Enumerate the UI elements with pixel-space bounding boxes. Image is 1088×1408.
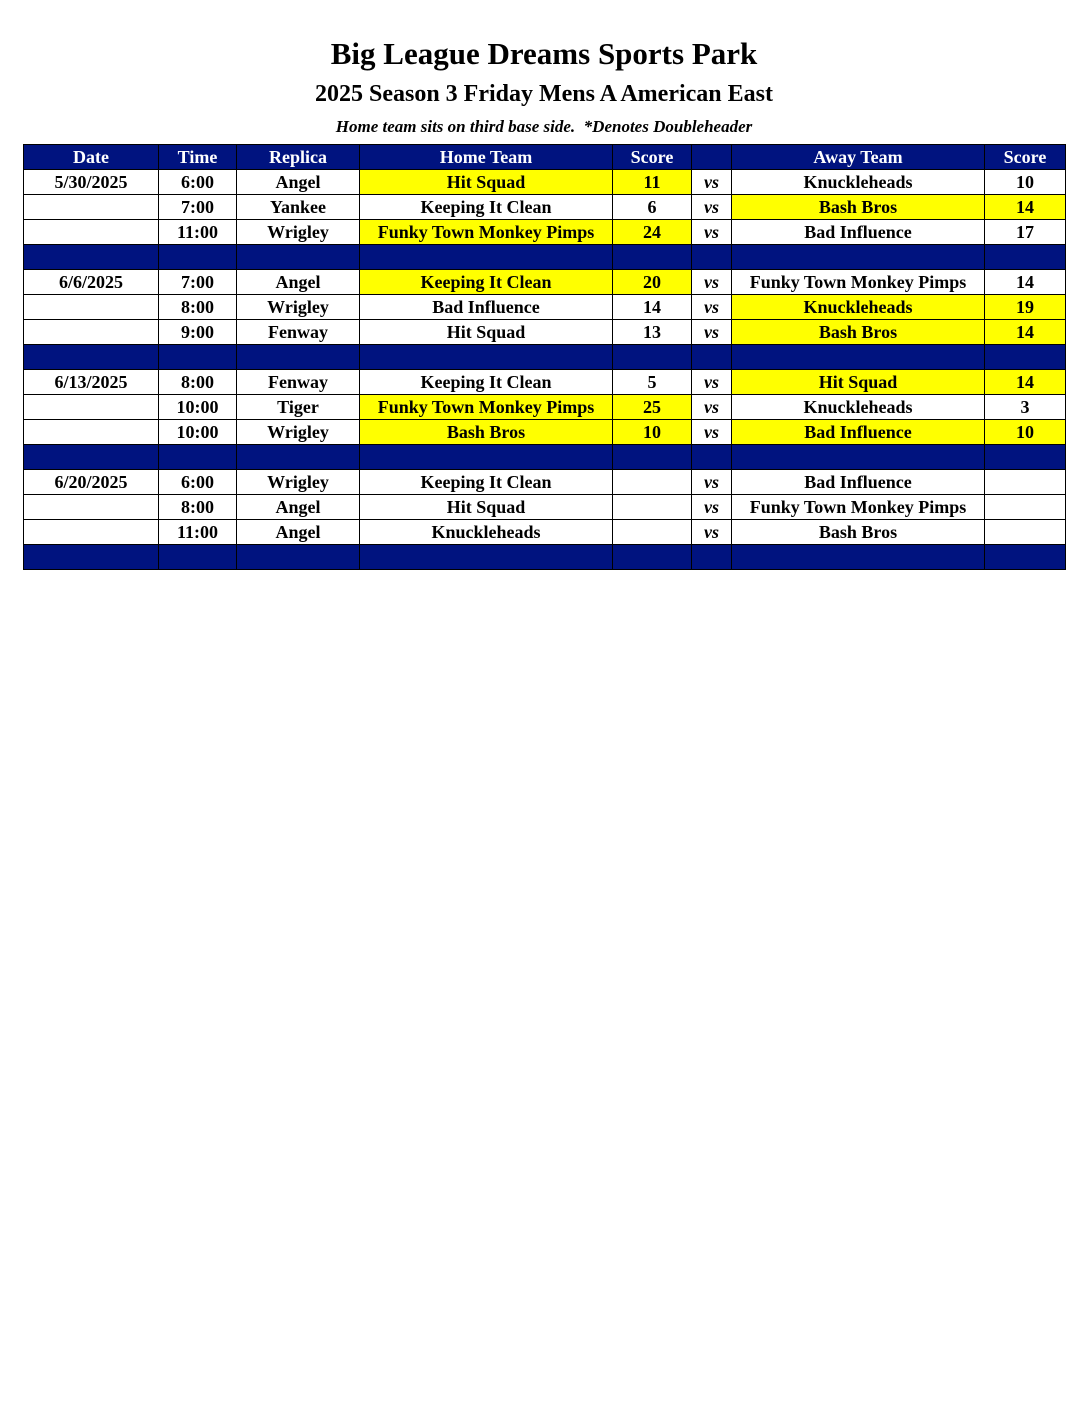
cell-vs: vs bbox=[692, 170, 732, 195]
cell-away-team: Bad Influence bbox=[732, 470, 985, 495]
cell-time: 8:00 bbox=[159, 295, 237, 320]
cell-date: 6/13/2025 bbox=[24, 370, 159, 395]
table-row bbox=[24, 220, 1066, 245]
page-subtitle: 2025 Season 3 Friday Mens A American East bbox=[314, 81, 773, 107]
cell-away-team: Funky Town Monkey Pimps bbox=[732, 270, 985, 295]
cell-time: 10:00 bbox=[159, 395, 237, 420]
cell-away-score: 14 bbox=[985, 370, 1066, 395]
separator-cell bbox=[159, 245, 237, 270]
separator-cell bbox=[360, 245, 613, 270]
header-vs bbox=[692, 145, 732, 170]
cell-time: 8:00 bbox=[159, 495, 237, 520]
separator-cell bbox=[237, 445, 360, 470]
cell-vs: vs bbox=[692, 295, 732, 320]
cell-home-team: Keeping It Clean bbox=[360, 270, 613, 295]
cell-home-team: Knuckleheads bbox=[360, 520, 613, 545]
cell-vs: vs bbox=[692, 495, 732, 520]
separator-cell bbox=[360, 445, 613, 470]
cell-away-team: Funky Town Monkey Pimps bbox=[732, 495, 985, 520]
cell-away-score: 17 bbox=[985, 220, 1066, 245]
cell-home-score: 5 bbox=[613, 370, 692, 395]
separator-cell bbox=[159, 545, 237, 570]
week-separator-row bbox=[24, 545, 1066, 570]
cell-replica: Angel bbox=[237, 270, 360, 295]
cell-home-score: 14 bbox=[613, 295, 692, 320]
cell-date: 6/20/2025 bbox=[24, 470, 159, 495]
separator-cell bbox=[985, 445, 1066, 470]
cell-away-team: Bash Bros bbox=[732, 195, 985, 220]
cell-replica: Angel bbox=[237, 170, 360, 195]
table-row bbox=[24, 370, 1066, 395]
table-row bbox=[24, 270, 1066, 295]
cell-away-team: Hit Squad bbox=[732, 370, 985, 395]
table-row bbox=[24, 170, 1066, 195]
cell-time: 8:00 bbox=[159, 370, 237, 395]
separator-cell bbox=[360, 345, 613, 370]
cell-date bbox=[24, 320, 159, 345]
separator-cell bbox=[613, 345, 692, 370]
cell-home-score bbox=[613, 470, 692, 495]
separator-cell bbox=[237, 245, 360, 270]
cell-time: 7:00 bbox=[159, 270, 237, 295]
separator-cell bbox=[360, 545, 613, 570]
cell-date bbox=[24, 420, 159, 445]
separator-cell bbox=[692, 545, 732, 570]
table-row bbox=[24, 395, 1066, 420]
header-date: Date bbox=[24, 145, 159, 170]
week-separator-row bbox=[24, 445, 1066, 470]
cell-home-team: Keeping It Clean bbox=[360, 370, 613, 395]
header-time: Time bbox=[159, 145, 237, 170]
cell-away-score: 14 bbox=[985, 270, 1066, 295]
cell-away-team: Knuckleheads bbox=[732, 295, 985, 320]
cell-home-team: Hit Squad bbox=[360, 170, 613, 195]
cell-home-score: 10 bbox=[613, 420, 692, 445]
cell-replica: Wrigley bbox=[237, 295, 360, 320]
cell-replica: Tiger bbox=[237, 395, 360, 420]
cell-away-team: Bad Influence bbox=[732, 420, 985, 445]
header-home-score: Score bbox=[613, 145, 692, 170]
separator-cell bbox=[24, 345, 159, 370]
separator-cell bbox=[613, 445, 692, 470]
page-note: Home team sits on third base side. *Denotes Doubleheader bbox=[335, 117, 753, 136]
cell-home-team: Bash Bros bbox=[360, 420, 613, 445]
separator-cell bbox=[985, 245, 1066, 270]
cell-replica: Yankee bbox=[237, 195, 360, 220]
separator-cell bbox=[985, 345, 1066, 370]
cell-home-team: Bad Influence bbox=[360, 295, 613, 320]
week-separator-row bbox=[24, 245, 1066, 270]
separator-cell bbox=[732, 245, 985, 270]
cell-time: 6:00 bbox=[159, 170, 237, 195]
cell-time: 11:00 bbox=[159, 520, 237, 545]
separator-cell bbox=[613, 245, 692, 270]
cell-replica: Angel bbox=[237, 495, 360, 520]
cell-date bbox=[24, 395, 159, 420]
cell-replica: Fenway bbox=[237, 370, 360, 395]
separator-cell bbox=[237, 545, 360, 570]
cell-home-team: Hit Squad bbox=[360, 495, 613, 520]
header-away-score: Score bbox=[985, 145, 1066, 170]
cell-date: 5/30/2025 bbox=[24, 170, 159, 195]
cell-home-score bbox=[613, 495, 692, 520]
cell-away-team: Bash Bros bbox=[732, 320, 985, 345]
cell-time: 6:00 bbox=[159, 470, 237, 495]
cell-time: 10:00 bbox=[159, 420, 237, 445]
separator-cell bbox=[692, 245, 732, 270]
cell-home-score: 11 bbox=[613, 170, 692, 195]
cell-away-team: Bad Influence bbox=[732, 220, 985, 245]
separator-cell bbox=[24, 245, 159, 270]
cell-home-team: Funky Town Monkey Pimps bbox=[360, 395, 613, 420]
cell-vs: vs bbox=[692, 520, 732, 545]
separator-cell bbox=[237, 345, 360, 370]
cell-vs: vs bbox=[692, 395, 732, 420]
separator-cell bbox=[732, 545, 985, 570]
schedule-body bbox=[24, 170, 1066, 570]
header-home-team: Home Team bbox=[360, 145, 613, 170]
cell-vs: vs bbox=[692, 370, 732, 395]
cell-away-team: Knuckleheads bbox=[732, 395, 985, 420]
cell-away-score: 19 bbox=[985, 295, 1066, 320]
cell-away-score bbox=[985, 470, 1066, 495]
cell-time: 9:00 bbox=[159, 320, 237, 345]
separator-cell bbox=[732, 345, 985, 370]
cell-away-team: Knuckleheads bbox=[732, 170, 985, 195]
cell-vs: vs bbox=[692, 420, 732, 445]
cell-time: 11:00 bbox=[159, 220, 237, 245]
cell-home-team: Funky Town Monkey Pimps bbox=[360, 220, 613, 245]
table-row bbox=[24, 195, 1066, 220]
cell-home-score: 25 bbox=[613, 395, 692, 420]
cell-away-score: 14 bbox=[985, 195, 1066, 220]
header-row bbox=[24, 145, 1066, 170]
cell-home-team: Hit Squad bbox=[360, 320, 613, 345]
cell-replica: Angel bbox=[237, 520, 360, 545]
separator-cell bbox=[692, 445, 732, 470]
page-title: Big League Dreams Sports Park bbox=[330, 36, 758, 71]
separator-cell bbox=[24, 545, 159, 570]
schedule-table bbox=[23, 144, 1066, 570]
cell-replica: Wrigley bbox=[237, 420, 360, 445]
cell-date bbox=[24, 495, 159, 520]
cell-time: 7:00 bbox=[159, 195, 237, 220]
table-row bbox=[24, 495, 1066, 520]
cell-home-team: Keeping It Clean bbox=[360, 470, 613, 495]
cell-replica: Fenway bbox=[237, 320, 360, 345]
cell-replica: Wrigley bbox=[237, 470, 360, 495]
table-row bbox=[24, 320, 1066, 345]
separator-cell bbox=[732, 445, 985, 470]
week-separator-row bbox=[24, 345, 1066, 370]
cell-home-score: 13 bbox=[613, 320, 692, 345]
header-away-team: Away Team bbox=[732, 145, 985, 170]
cell-date: 6/6/2025 bbox=[24, 270, 159, 295]
cell-replica: Wrigley bbox=[237, 220, 360, 245]
separator-cell bbox=[24, 445, 159, 470]
separator-cell bbox=[159, 345, 237, 370]
cell-away-score bbox=[985, 495, 1066, 520]
cell-away-score: 14 bbox=[985, 320, 1066, 345]
cell-vs: vs bbox=[692, 470, 732, 495]
cell-home-team: Keeping It Clean bbox=[360, 195, 613, 220]
cell-date bbox=[24, 520, 159, 545]
cell-date bbox=[24, 295, 159, 320]
cell-away-score: 10 bbox=[985, 170, 1066, 195]
cell-vs: vs bbox=[692, 220, 732, 245]
cell-home-score bbox=[613, 520, 692, 545]
header-replica: Replica bbox=[237, 145, 360, 170]
cell-away-score: 10 bbox=[985, 420, 1066, 445]
cell-home-score: 6 bbox=[613, 195, 692, 220]
cell-vs: vs bbox=[692, 270, 732, 295]
cell-home-score: 24 bbox=[613, 220, 692, 245]
separator-cell bbox=[159, 445, 237, 470]
cell-away-score: 3 bbox=[985, 395, 1066, 420]
table-row bbox=[24, 470, 1066, 495]
cell-date bbox=[24, 220, 159, 245]
cell-vs: vs bbox=[692, 320, 732, 345]
table-row bbox=[24, 295, 1066, 320]
separator-cell bbox=[613, 545, 692, 570]
cell-home-score: 20 bbox=[613, 270, 692, 295]
cell-away-team: Bash Bros bbox=[732, 520, 985, 545]
cell-vs: vs bbox=[692, 195, 732, 220]
table-row bbox=[24, 520, 1066, 545]
separator-cell bbox=[985, 545, 1066, 570]
separator-cell bbox=[692, 345, 732, 370]
cell-away-score bbox=[985, 520, 1066, 545]
table-row bbox=[24, 420, 1066, 445]
cell-date bbox=[24, 195, 159, 220]
